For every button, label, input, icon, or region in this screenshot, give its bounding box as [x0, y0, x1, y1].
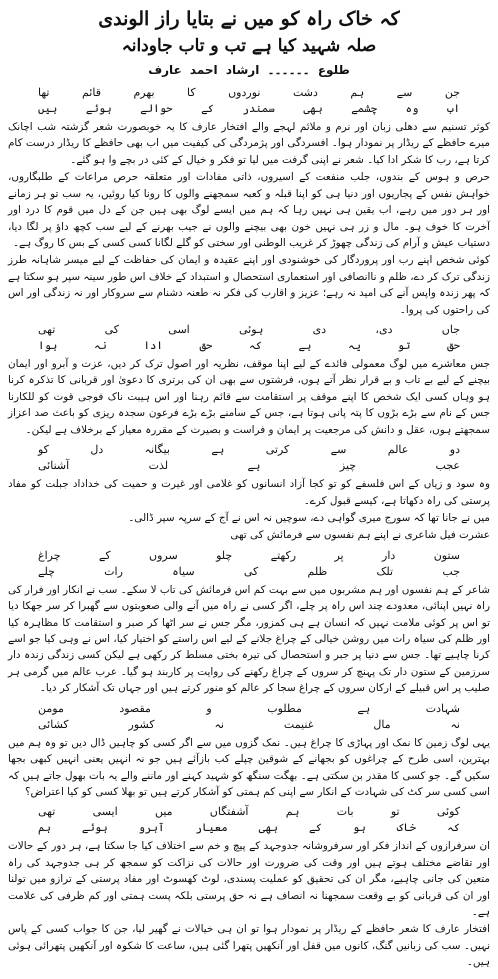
headline-line-2: صلہ شہید کیا ہے تب و تاب جاودانہ: [121, 35, 377, 56]
body-paragraph: عشرت فیل شاعری نے اپنے ہم نفسوں سے فرمائش کی تھی: [230, 529, 490, 542]
byline: طلوع ۔۔۔۔۔۔ ارشاد احمد عارف: [148, 63, 350, 77]
body-paragraph: کوئی شخص اپنے رب اور پروردگار کی خوشنودی اور اپنے عقیدہ و ایمان کی حفاظت کے لیے میسر شاہانہ طرز زندگی ترک کر دے، ظلم و ناانصافی اور استعماری استحصال و استبداد کے خلاف اس طور سینہ سپر ہو سکتا ہے کہ پھر زندہ واپس آنے کی امید نہ رہے؛ عزیز و اقارب کی فکر نہ طعنہ دشنام سے سروکار اور نہ زندگی اور اس کی راحتوں کی پروا۔: [8, 254, 490, 316]
body-paragraph: جس معاشرے میں لوگ معمولی فائدے کے لیے اپنا موقف، نظریہ اور اصول ترک کر دیں، عزت و آبرو اور ایمان بیچنے کے لیے بے تاب و بے قرار نظر آتے ہوں، فرشتوں سے بھی ان کی برتری کا دعویٰ اور قربانی کا تذکرہ کرنا ہو وہاں کسی ایک شخص کا اپنے موقف پر استقامت سے قائم رہنا اور اس ہیبت ناک فوجی قوت کو للکارنا جس کے نام سے بڑے بڑوں کا پتہ پانی ہوتا ہے، جس کے سامنے بڑے بڑے فرعون سجدہ ریزی کو باعث صد اعزاز سمجھتے ہوں، عقل و دانش کی مرجعیت پر ایمان و فراست و بصیرت کے مقررہ معیار کے برخلاف ہے لیکن۔: [8, 358, 490, 436]
verse-line: ستون دار پر رکھتے چلو سروں کے چراغ: [38, 548, 460, 562]
column-spacer: [8, 972, 490, 973]
body-paragraph: حرص و ہوس کے بندوں، جلب منفعت کے اسیروں، ذاتی مفادات اور متعلقہ حرص مراعات کے طلبگاروں، خواہش نفس کے پجاریوں اور دنیا ہی کو اپنا قبلہ و کعبہ سمجھنے والوں کا رونا کیا روئیں، یہ سب تو ہر زمانے اور ہر دور میں رہے، اب یقین ہی نہیں رہا کہ ہم میں ایسے لوگ بھی ہیں جن کے دل میں قوم کا درد اور آخرت کا خوف ہو۔ مال و زر ہی نہیں خون بھی بیچنے والوں نے جیب بھرنے کے لیے سب کچھ داؤ پر لگا دیا، دستیاب عیش و آرام کی زندگی چھوڑ کر غریب الوطنی اور سختی کو گلے لگانا کسی کسی کے بس کا روگ ہے۔: [8, 171, 490, 249]
headline-line-1: کہ خاک راہ کو میں نے بتایا راز الوندی: [98, 8, 400, 30]
verse-line: عجب چیز ہے لذت آشنائی: [38, 459, 460, 473]
verse-couplet: [38, 548, 460, 580]
verse-couplet: [38, 85, 460, 117]
body-paragraph: ان سرفرازوں کے انداز فکر اور سرفروشانہ جدوجہد کے پیچ و خم سے اختلاف کیا جا سکتا ہے، ہر دور کے حالات اور تقاضے مختلف ہوتے ہیں اور وقت کی ضرورت اور حالات کی نزاکت کو سمجھ کر ہی جدوجہد کی راہ متعین کی جانی چاہیے، مگر ان کی تحقیق کو عملیت پسندی، لوٹ کھسوٹ اور مفاد پرستی کے ترازو میں تولنا اور ان کی قربانی کو بے وقعت سمجھنا نہ انصاف ہے نہ حق پرستی بلکہ پست ہمتی اور کم ظرفی کی علامت ہے۔: [8, 840, 490, 918]
verse-couplet: [38, 442, 460, 474]
verse-line: جن سے ہم دشت نوردوں کا بھرم قائم تھا: [38, 86, 460, 99]
verse-line: دو عالم سے کرتی ہے بیگانہ دل کو: [38, 443, 460, 457]
body-paragraph: میں نے جانا تھا کہ سورج میری گواہی دے، سوچیں نہ اس نے آج کے سرپہ سپر ڈالی۔: [128, 511, 490, 524]
verse-line: حق تو یہ ہے کہ حق ادا نہ ہوا: [38, 339, 460, 353]
column-body: [8, 81, 490, 972]
verse-couplet: [38, 701, 460, 733]
verse-line: کوئی تو بات ہم آشفتگاں میں ایسی تھی: [38, 805, 460, 819]
verse-line: شہادت ہے مطلوب و مقصود مومن: [38, 701, 460, 715]
verse-line: نہ مال غنیمت نہ کشور کشائی: [38, 717, 460, 731]
body-paragraph: افتخار عارف کا شعر حافظے کے ریڈار پر نمودار ہوا تو ان ہی خیالات نے گھیر لیا، جن کا جواب کسی کے پاس نہیں۔ سب کی زبانیں گنگ، کانوں میں قفل اور آنکھیں پتھرا گئی ہیں، ساعت کا شکوہ اور آنکھیں پتھرائی ہوئی ہیں۔: [8, 923, 490, 969]
verse-line: جاں دی، دی ہوئی اسی کی تھی: [38, 323, 460, 337]
verse-line: جب تلک ظلم کی سیاہ رات چلے: [38, 564, 460, 578]
body-paragraph: یہی لوگ زمین کا نمک اور پہاڑی کا چراغ ہیں۔ نمک گزوں میں سے اگر کسی کو چاہیں ڈال دیں تو وہ ہم میں بہترین، اسی طرح کے چراغوں کو بجھانے کے شوقین چپلے کب بازآئے ہیں جو نہ انہیں یعنی انہیں کبھی بجھا سکیں گے۔ جو کسی کا مقدر بن سکتی ہے۔ بھگت سنگھ کو شہید کہنے اور ماننے والے یہ بات بھول جاتے ہیں کہ اسی کسی سر کٹ کی شہادت کے انکار سے اپنی کم ہمتی کو آشکار کرتے ہیں تو بھلا کسی کو کیا اعتراض؟: [8, 736, 490, 798]
verse-line: کہ خاک ہو کے بھی معیار آبرو ہوئے ہم: [38, 821, 460, 835]
verse-couplet: [38, 804, 460, 836]
body-paragraph: کوثر تسنیم سے دھلی زبان اور نرم و ملائم لہجے والے افتخار عارف کا یہ خوبصورت شعر گزشتہ شب اچانک میرے حافظے کے ریڈار پر نمودار ہوا۔ افسردگی اور پژمردگی کی کیفیت میں اب بھی حافظے کا ریڈار درست کام کرتا ہے، رب کا شکر ادا کیا۔ شعر نے اپنی گرفت میں لیا تو فکر و خیال کے کئی در بچے وا ہو گئے۔: [8, 120, 490, 166]
body-paragraph: شاعر کے ہم نفسوں اور ہم مشربوں میں سے بہت کم اس فرمائش کی تاب لا سکے۔ سب نے انکار اور فرار کی راہ نہیں اپنائی، معدودے چند اس راہ پر چلے، اگر کسی نے راہ میں آنے والی صعوبتوں سے گھبرا کر سر جھکا دیا تو اس پر کوئی ملامت نہیں کہ انسان ہے ہی کمزور، مگر جس نے سر اٹھا کر صبر و استقامت کا مظاہرہ کیا اور ظلم کی سیاہ رات میں روشن خیالی کے چراغ جلانے کے لیے اس راستے کو اختیار کیا، اس نے وہی کیا جو اسے کرنا چاہیے تھا۔ جس سے دنیا پر جبر و استحصال کی تیرہ بختی مسلط کر رکھی ہے لیکن کسی زندگی زندہ دار سرزمین کے ستون دار تک پہنچ کر سروں کے چراغ رکھنے کی روایت پر کاربند ہو گیا۔ عرب عالم میں گرمی ہر صلیب پر اس قبیلے کے ارکان سروں کے چراغ سجا کر عالم کو منور کرتے ہیں اور جہاں تک آشکار کر دیا۔: [8, 583, 490, 695]
body-paragraph: وہ سود و زیاں کے اس فلسفے کو تو کجا آزاد انسانوں کو غلامی اور غیرت و حمیت کی خداداد جبلت کو مفاد پرستی کی راہ دکھاتا ہے، کیسے قبول کرے۔: [8, 478, 490, 507]
verse-couplet: [38, 322, 460, 354]
verse-line: اب وہ چشمے بھی سمندر کے حوالے ہوئے ہیں: [38, 101, 460, 115]
